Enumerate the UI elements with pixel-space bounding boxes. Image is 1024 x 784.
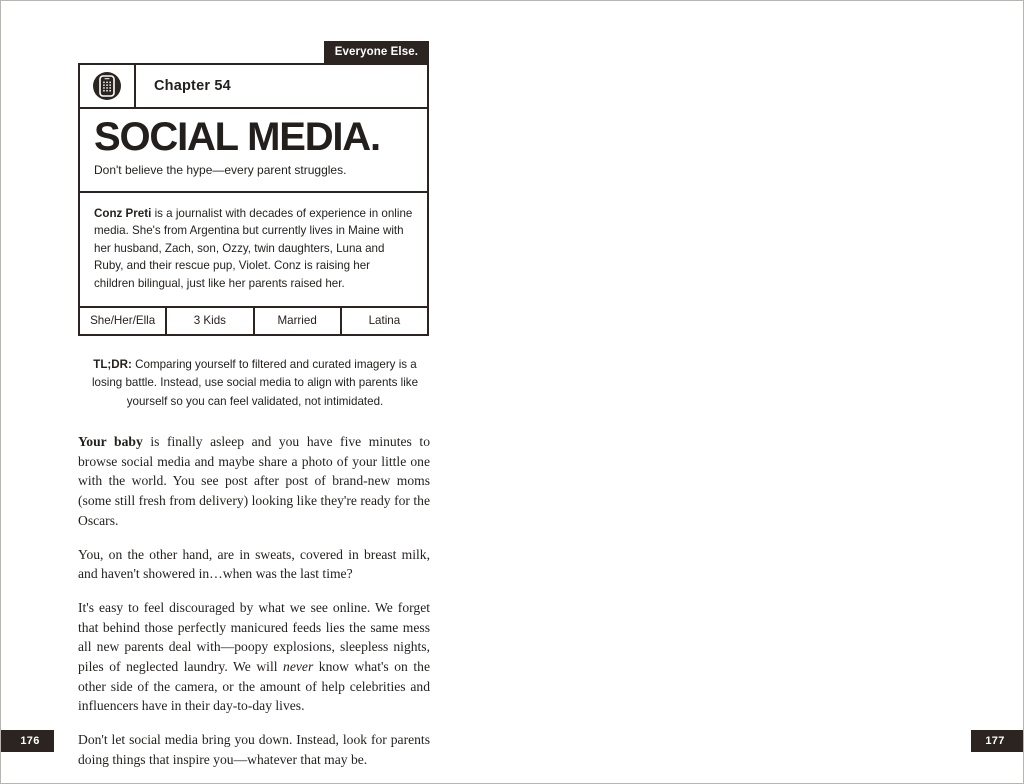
- stat-marital-status: Married: [255, 308, 342, 334]
- paragraph-2: You, on the other hand, are in sweats, covered in breast milk, and haven't showered in…when was the last time?: [78, 546, 430, 582]
- chapter-subtitle: Don't believe the hype—every parent struggles.: [94, 163, 347, 177]
- chapter-title-block: [80, 109, 427, 193]
- page-number-right: 177: [971, 730, 1024, 752]
- author-stats-row: [80, 308, 427, 334]
- paragraph-3-text-after: know what's on the other side of the camera, or the amount of help celebrities and influencers have in their day-to-day lives.: [78, 659, 430, 714]
- section-tab: Everyone Else.: [324, 41, 429, 64]
- page-title: SOCIAL MEDIA.: [94, 115, 380, 159]
- chapter-header-card: [78, 46, 429, 336]
- stat-kids: 3 Kids: [167, 308, 254, 334]
- author-bio: [80, 193, 427, 308]
- paragraph-1: [78, 432, 430, 531]
- chapter-card-frame: [78, 63, 429, 336]
- tldr-text: Comparing yourself to filtered and curated imagery is a losing battle. Instead, use social media to align with parents like yourself so you can feel validated, not intimidated.: [91, 358, 419, 408]
- left-page: [1, 1, 513, 784]
- paragraph-3-text-before: It's easy to feel discouraged by what we see online. We forget that behind those perfectly manicured feeds lies the same mess all new parents deal with—poopy explosions, sleepless nights, piles of neglected laundry. We will: [78, 599, 430, 675]
- stat-pronouns: She/Her/Ella: [80, 308, 167, 334]
- paragraph-3: [78, 598, 430, 716]
- author-bio-text: is a journalist with decades of experience in online media. She's from Argentina but currently lives in Maine with her husband, Zach, son, Ozzy, twin daughters, Luna and Ruby, and their rescue pup, Violet. Conz is raising her children bilingual, just like her parents raised her.: [94, 206, 413, 291]
- right-page: [513, 1, 1024, 784]
- paragraph-1-lead: Your baby: [78, 434, 143, 449]
- paragraph-4: Don't let social media bring you down. Instead, look for parents doing things that inspire you—whatever that may be.: [78, 732, 430, 767]
- stat-ethnicity: Latina: [368, 313, 401, 327]
- paragraph-3-emphasis: never: [283, 659, 314, 675]
- page-number-left: 176: [0, 730, 54, 752]
- tldr-label: TL;DR:: [93, 358, 132, 371]
- tldr-block: [81, 356, 429, 411]
- chapter-number-row: [80, 65, 427, 109]
- chapter-icon-cell: [80, 65, 136, 107]
- author-name: Conz Preti: [94, 206, 152, 220]
- left-body-column: [78, 432, 430, 770]
- mobile-phone-icon: [93, 72, 121, 100]
- chapter-label: Chapter 54: [154, 78, 231, 94]
- paragraph-1-text: is finally asleep and you have five minutes to browse social media and maybe share a photo of your little one with the world. You see post after post of brand-new moms (some still fresh from delivery) looking like they're ready for the Oscars.: [78, 434, 430, 528]
